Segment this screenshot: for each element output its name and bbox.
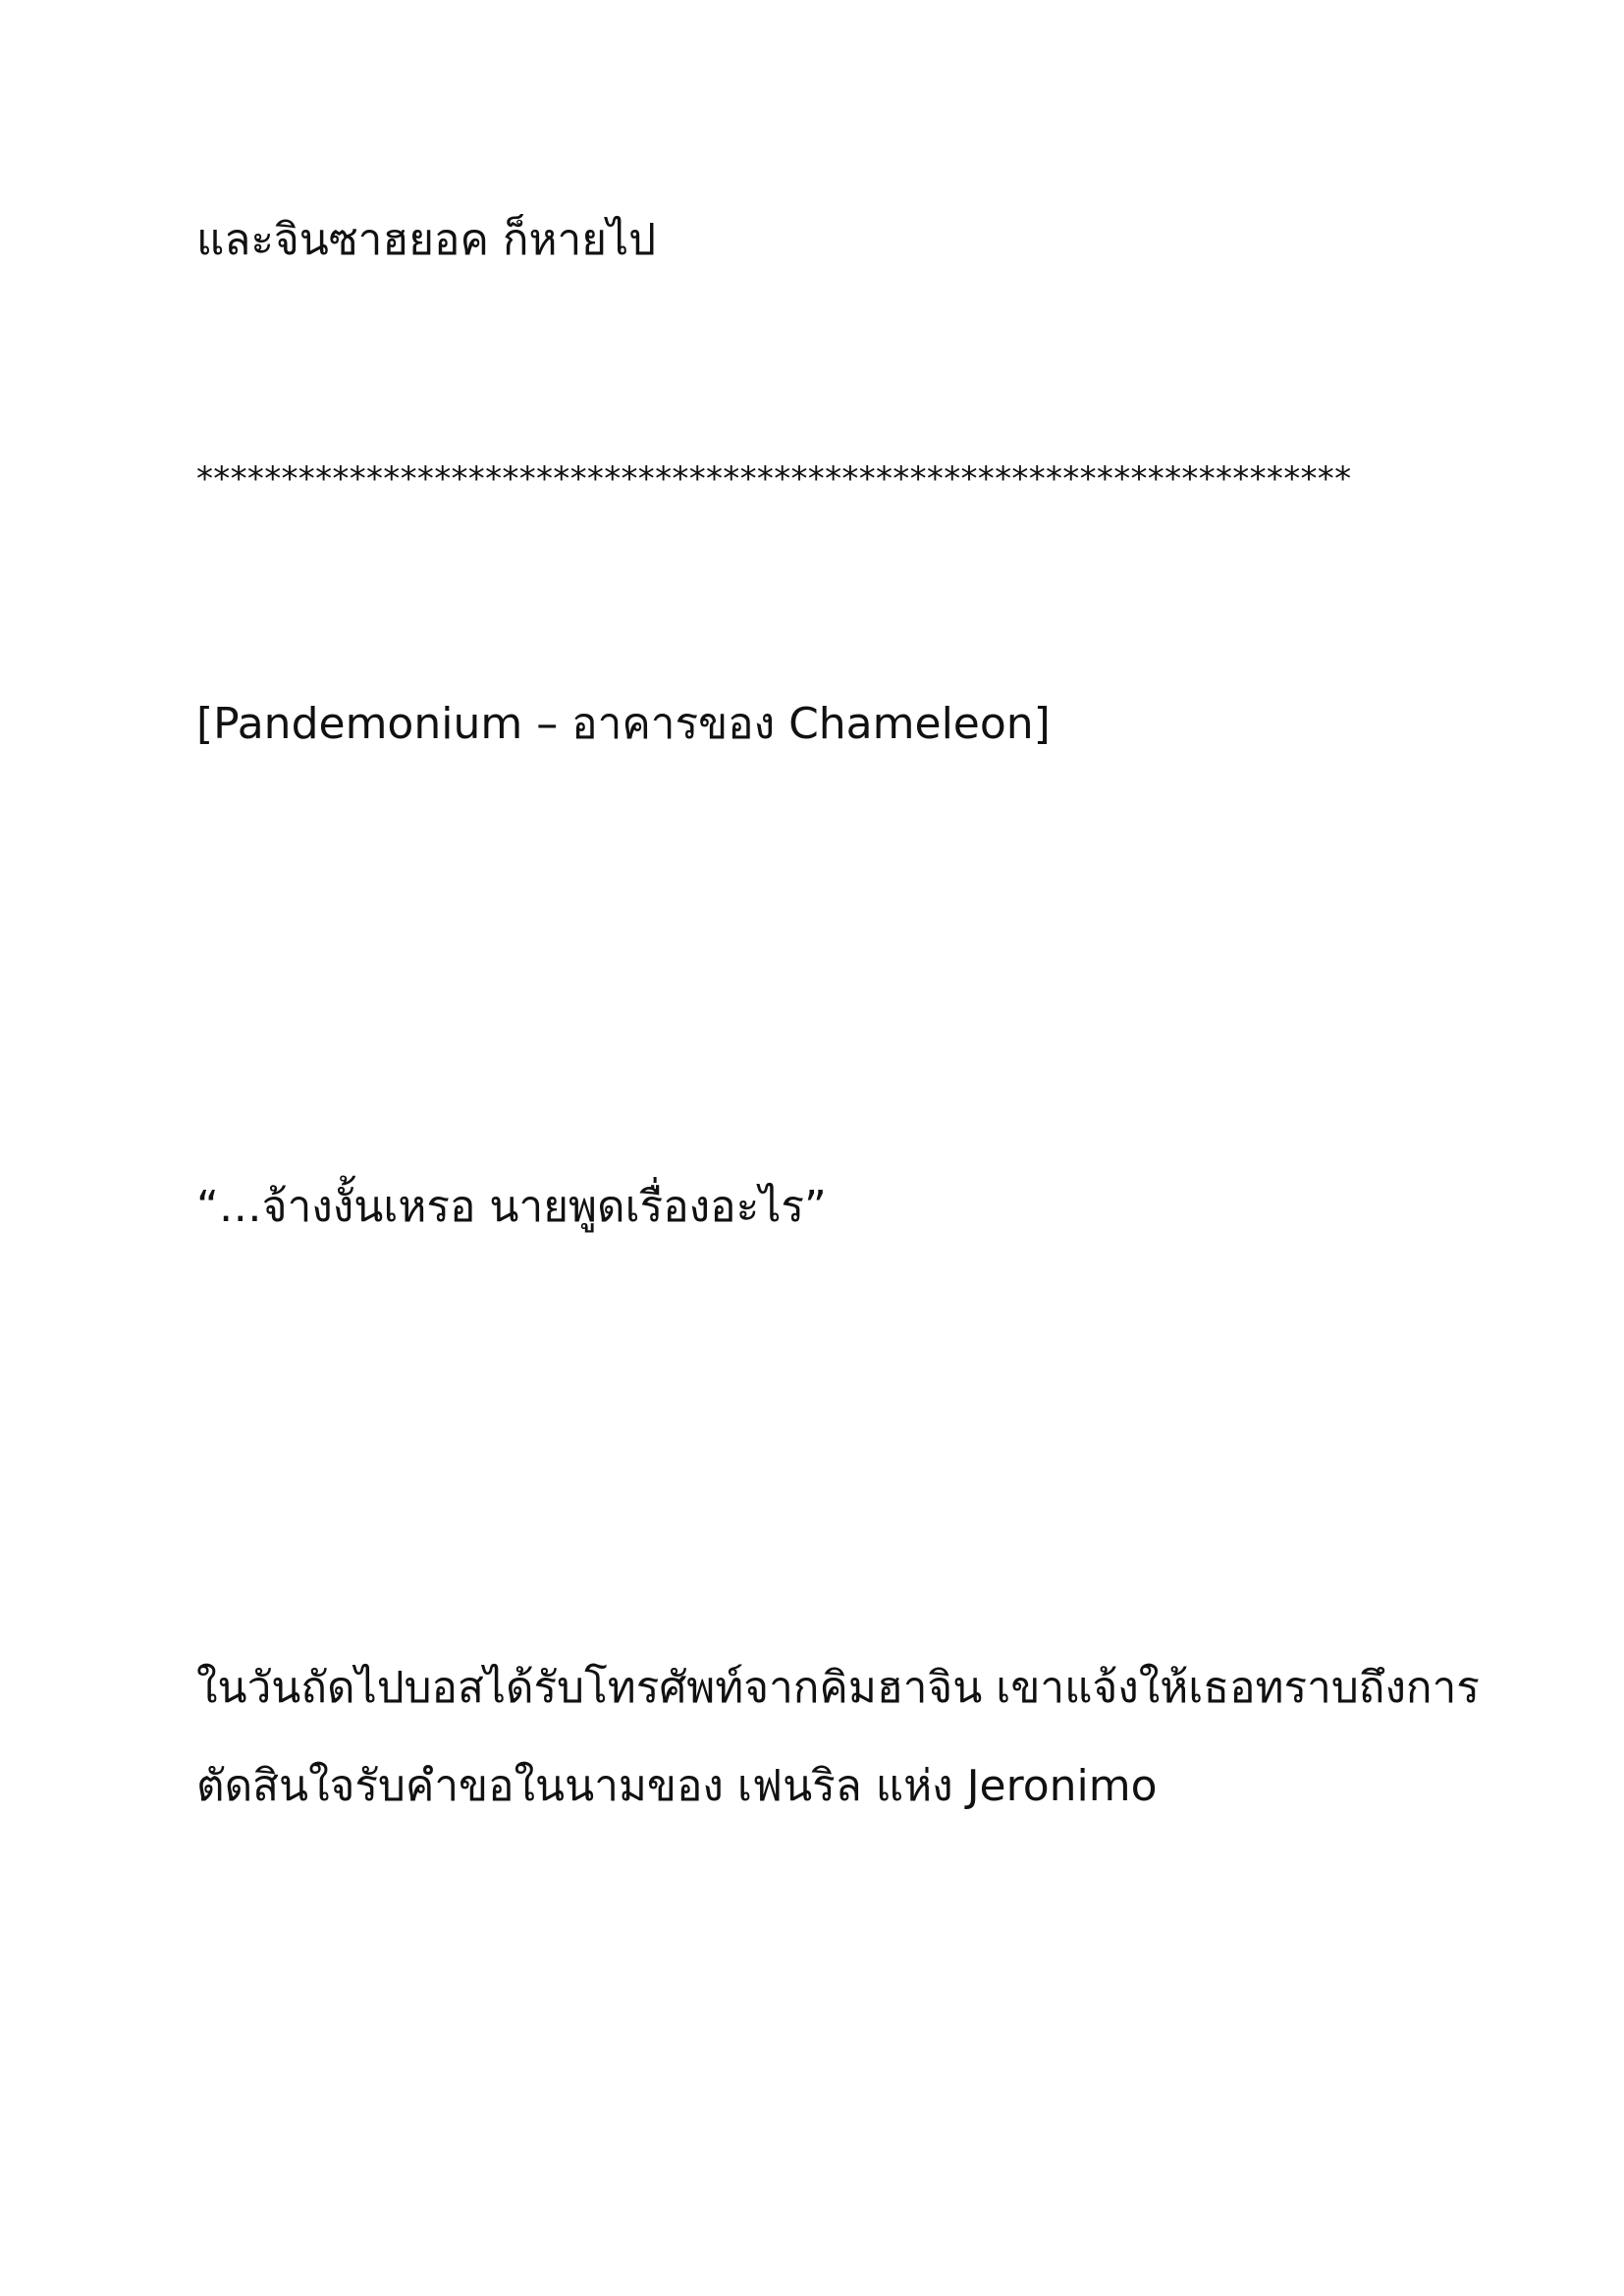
paragraph-jinsahyeok-disappeared: และจินซาฮยอค ก็หายไป [196,215,657,265]
scene-separator: ******************************************************************** [196,459,1352,499]
paragraph-next-day-line-2: ตัดสินใจรับคำขอในนามของ เฟนริล แห่ง Jeronimo [196,1761,1158,1811]
dialogue-line: “…จ้างงั้นเหรอ นายพูดเรื่องอะไร” [196,1182,827,1232]
paragraph-next-day-line-1: ในวันถัดไปบอสได้รับโทรศัพท์จากคิมฮาจิน เขาแจ้งให้เธอทราบถึงการ [196,1663,1480,1713]
scene-heading: [Pandemonium – อาคารของ Chameleon] [196,699,1051,749]
